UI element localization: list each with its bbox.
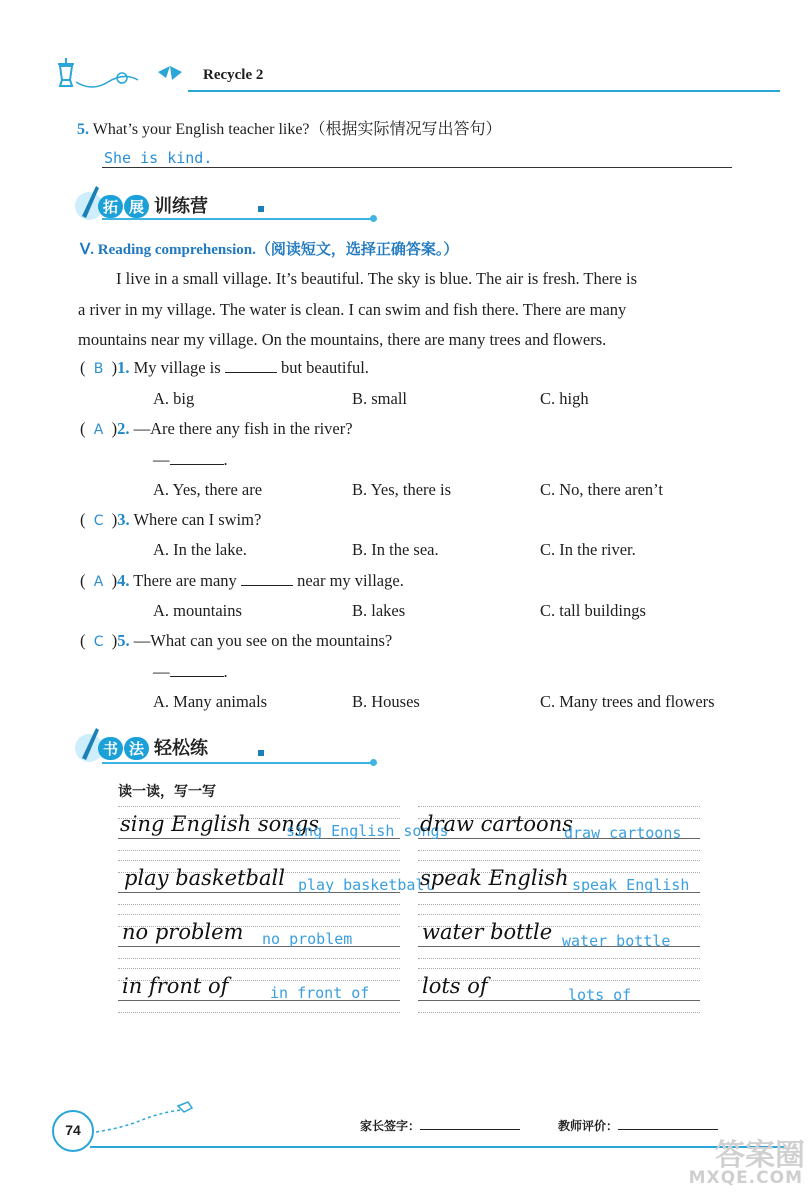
option-b: B. small: [352, 389, 408, 408]
model-phrase: lots of: [422, 974, 488, 998]
reply-blank: — .: [153, 450, 228, 469]
model-phrase: no problem: [122, 920, 244, 944]
blank-line: [225, 358, 277, 373]
option-c: C. Many trees and flowers: [540, 692, 715, 711]
lantern-butterfly-icon: [52, 52, 192, 94]
passage-line: mountains near my village. On the mountains, there are many trees and flowers.: [78, 330, 607, 349]
mc-question: ( A )2. —Are there any fish in the river?: [80, 419, 353, 438]
option-c: C. In the river.: [540, 540, 636, 559]
question-5: [77, 116, 502, 139]
section-title: 训练营: [154, 196, 209, 217]
option-a: A. Many animals: [153, 692, 268, 711]
passage-line: I live in a small village. It’s beautiful. The sky is blue. The air is fresh. There is: [116, 269, 638, 288]
copied-phrase: sing English songs: [286, 822, 449, 840]
question-number: 3.: [117, 510, 130, 529]
question-number: 2.: [117, 419, 130, 438]
option-b: B. Houses: [352, 692, 420, 711]
section-badge: 拓: [98, 195, 123, 218]
answer-handwritten: She is kind.: [104, 149, 213, 167]
parent-signature: [360, 1117, 520, 1134]
watermark-url: MXQE.COM: [688, 1168, 803, 1188]
option-a: A. Yes, there are: [153, 480, 263, 499]
option-c: C. No, there aren’t: [540, 480, 663, 499]
question-number: 5.: [77, 121, 89, 138]
header-rule: [188, 90, 780, 92]
mc-answer: A: [93, 574, 104, 590]
option-c: C. high: [540, 389, 589, 408]
question-text: What’s your English teacher like?（根据实际情况写出答句）: [92, 121, 502, 138]
option-a: A. big: [153, 389, 195, 408]
option-b: B. In the sea.: [352, 540, 439, 559]
header-title: Recycle 2: [203, 67, 264, 83]
teacher-eval-label: 教师评价：: [558, 1119, 619, 1133]
bird-icon: [92, 1098, 202, 1138]
copied-phrase: in front of: [270, 984, 370, 1002]
parent-sign-field[interactable]: [420, 1119, 520, 1130]
mc-question: ( B )1. My village is but beautiful.: [80, 358, 369, 377]
section-square: [258, 206, 264, 212]
reply-blank: — .: [153, 662, 228, 681]
copied-phrase: lots of: [568, 986, 632, 1004]
section-dot: [370, 215, 377, 222]
section-badge: 法: [124, 737, 149, 760]
blank-line: [241, 571, 293, 586]
copied-phrase: water bottle: [562, 932, 671, 950]
handwriting-grid: [118, 806, 700, 1026]
model-phrase: speak English: [420, 866, 569, 890]
parent-sign-label: 家长签字：: [360, 1119, 421, 1133]
copied-phrase: draw cartoons: [564, 824, 682, 842]
question-number: 5.: [117, 631, 130, 650]
option-a: A. mountains: [153, 601, 242, 620]
dash: —: [153, 662, 170, 681]
copied-phrase: speak English: [572, 876, 690, 894]
mc-question: ( C )3. Where can I swim?: [80, 510, 262, 529]
model-phrase: draw cartoons: [420, 812, 573, 836]
question-stem: There are many: [133, 571, 237, 590]
section-rule: [102, 218, 372, 220]
reading-passage: [78, 264, 738, 356]
model-phrase: sing English songs: [120, 812, 320, 836]
mc-question: ( C )5. —What can you see on the mountains?: [80, 631, 393, 650]
mc-answer: C: [93, 513, 104, 529]
section-title: 轻松练: [154, 738, 209, 759]
section-square: [258, 750, 264, 756]
watermark-logo: 答案圈: [715, 1138, 805, 1173]
question-stem-end: near my village.: [297, 571, 404, 590]
option-a: A. In the lake.: [153, 540, 247, 559]
question-stem: My village is: [133, 358, 221, 377]
mc-answer: C: [93, 634, 104, 650]
header-decoration: [52, 52, 192, 99]
option-b: B. Yes, there is: [352, 480, 452, 499]
teacher-evaluation: [558, 1117, 718, 1134]
mc-answer: A: [93, 422, 104, 438]
question-stem: —Are there any fish in the river?: [133, 419, 353, 438]
blank-line: [170, 664, 224, 677]
copied-phrase: no problem: [262, 930, 353, 948]
mc-question: ( A )4. There are many near my village.: [80, 571, 404, 590]
question-number: 1.: [117, 358, 130, 377]
blank-line: [170, 452, 224, 465]
answer-line: [102, 167, 732, 168]
section-badge: 展: [124, 195, 149, 218]
option-c: C. tall buildings: [540, 601, 646, 620]
section-dot: [370, 759, 377, 766]
footer-rule: [90, 1146, 784, 1148]
model-phrase: in front of: [122, 974, 229, 998]
question-stem-end: but beautiful.: [280, 358, 369, 377]
copied-phrase: play basketball: [298, 876, 434, 894]
teacher-eval-field[interactable]: [618, 1119, 718, 1130]
reading-instruction: Ⅴ. Reading comprehension.（阅读短文，选择正确答案。）: [80, 242, 459, 258]
section-badge: 书: [98, 737, 123, 760]
page-number: 74: [52, 1110, 94, 1152]
practice-instruction: 读一读，写一写: [118, 784, 216, 800]
option-b: B. lakes: [352, 601, 406, 620]
question-number: 4.: [117, 571, 130, 590]
model-phrase: play basketball: [124, 866, 285, 890]
section-rule: [102, 762, 372, 764]
mc-answer: B: [93, 361, 104, 377]
model-phrase: water bottle: [422, 920, 553, 944]
passage-line: a river in my village. The water is clean. I can swim and fish there. There are many: [78, 299, 627, 319]
dash: —: [153, 450, 170, 469]
question-stem: Where can I swim?: [133, 510, 262, 529]
question-stem: —What can you see on the mountains?: [133, 631, 393, 650]
